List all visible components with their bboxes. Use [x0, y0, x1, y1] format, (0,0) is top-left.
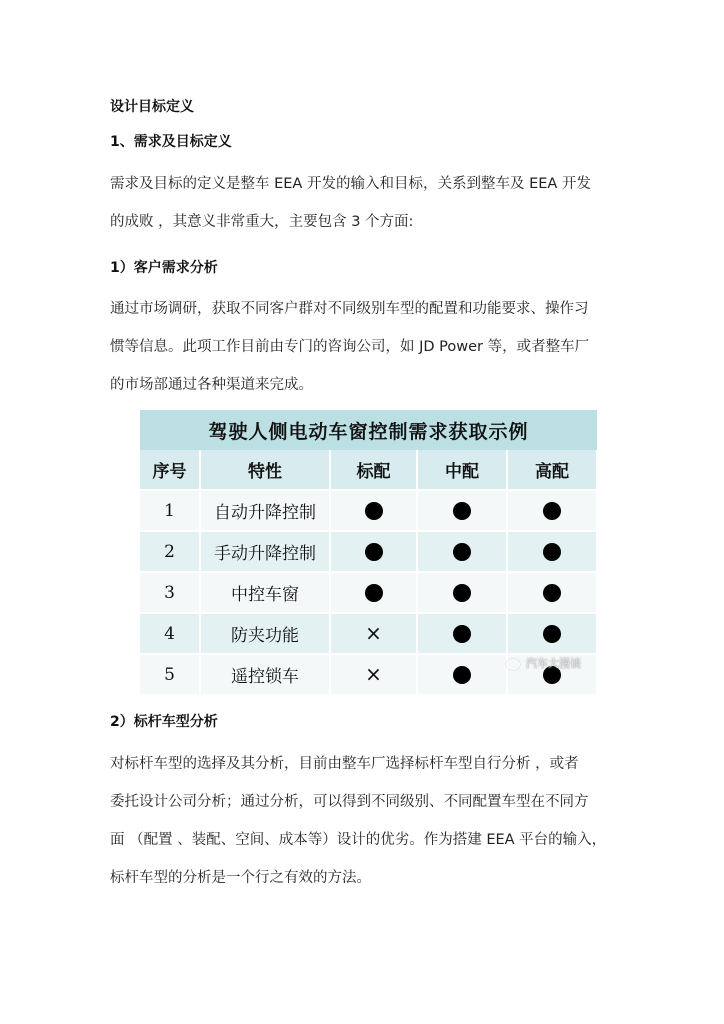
cell-number: 1 — [140, 490, 200, 531]
cell-feature: 遥控锁车 — [200, 654, 330, 695]
paragraph-line: 标杆车型的分析是一个行之有效的方法。 — [110, 870, 371, 886]
supported-dot-icon — [543, 543, 561, 561]
paragraph-line: 的成败 ，其意义非常重大，主要包含 3 个方面: — [110, 214, 414, 230]
paragraph-line: 的市场部通过各种渠道来完成。 — [110, 377, 313, 393]
cell-mid — [417, 613, 507, 654]
paragraph-line: 通过市场调研，获取不同客户群对不同级别车型的配置和功能要求、操作习 — [110, 301, 589, 317]
paragraph-requirements — [110, 165, 615, 241]
paragraph-line: 对标杆车型的选择及其分析，目前由整车厂选择标杆车型自行分析 ，或者 — [110, 756, 579, 772]
cell-number: 3 — [140, 572, 200, 613]
paragraph-line: 惯等信息。此项工作目前由专门的咨询公司，如 JD Power 等，或者整车厂 — [110, 339, 590, 355]
cell-number: 2 — [140, 531, 200, 572]
watermark — [506, 655, 581, 671]
supported-dot-icon — [543, 502, 561, 520]
section-heading-requirements: 1、需求及目标定义 — [110, 134, 232, 150]
section-heading-customer-analysis: 1）客户需求分析 — [110, 260, 218, 276]
cell-number: 5 — [140, 654, 200, 695]
cell-high — [507, 531, 597, 572]
paragraph-customer-analysis — [110, 290, 615, 404]
paragraph-line: 委托设计公司分析；通过分析，可以得到不同级别、不同配置车型在不同方 — [110, 794, 589, 810]
cell-standard — [330, 531, 417, 572]
supported-dot-icon — [365, 584, 383, 602]
cell-standard — [330, 654, 417, 695]
supported-dot-icon — [453, 543, 471, 561]
cell-number: 4 — [140, 613, 200, 654]
cell-standard — [330, 613, 417, 654]
section-heading-benchmark-analysis: 2）标杆车型分析 — [110, 714, 218, 730]
cell-feature: 手动升降控制 — [200, 531, 330, 572]
column-header-standard: 标配 — [330, 450, 417, 490]
table-row — [140, 613, 597, 654]
cell-feature: 自动升降控制 — [200, 490, 330, 531]
column-header-mid: 中配 — [417, 450, 507, 490]
cell-mid — [417, 654, 507, 695]
table-header-row — [140, 450, 597, 490]
table-row — [140, 572, 597, 613]
cell-standard — [330, 572, 417, 613]
supported-dot-icon — [365, 543, 383, 561]
cell-high — [507, 572, 597, 613]
cell-high — [507, 490, 597, 531]
cell-mid — [417, 531, 507, 572]
wechat-icon — [506, 659, 520, 670]
cell-feature: 中控车窗 — [200, 572, 330, 613]
column-header-feature: 特性 — [200, 450, 330, 490]
watermark-text: 汽车大漫谈 — [526, 657, 581, 670]
table-row — [140, 531, 597, 572]
requirements-table-figure — [140, 410, 597, 687]
cell-feature: 防夹功能 — [200, 613, 330, 654]
supported-dot-icon — [543, 584, 561, 602]
supported-dot-icon — [453, 666, 471, 684]
paragraph-benchmark-analysis — [110, 745, 615, 897]
supported-dot-icon — [453, 502, 471, 520]
table-row — [140, 490, 597, 531]
cell-standard — [330, 490, 417, 531]
cell-mid — [417, 572, 507, 613]
column-header-high: 高配 — [507, 450, 597, 490]
cell-mid — [417, 490, 507, 531]
supported-dot-icon — [365, 502, 383, 520]
supported-dot-icon — [543, 625, 561, 643]
not-supported-cross-icon: × — [365, 620, 382, 645]
document-title: 设计目标定义 — [110, 99, 194, 115]
column-header-number: 序号 — [140, 450, 200, 490]
cell-high — [507, 613, 597, 654]
supported-dot-icon — [453, 625, 471, 643]
paragraph-line: 面 （配置 、装配、空间、成本等）设计的优劣。作为搭建 EEA 平台的输入， — [110, 832, 607, 848]
figure-title: 驾驶人侧电动车窗控制需求获取示例 — [140, 410, 597, 450]
not-supported-cross-icon: × — [365, 661, 382, 686]
supported-dot-icon — [453, 584, 471, 602]
paragraph-line: 需求及目标的定义是整车 EEA 开发的输入和目标，关系到整车及 EEA 开发 — [110, 176, 591, 192]
